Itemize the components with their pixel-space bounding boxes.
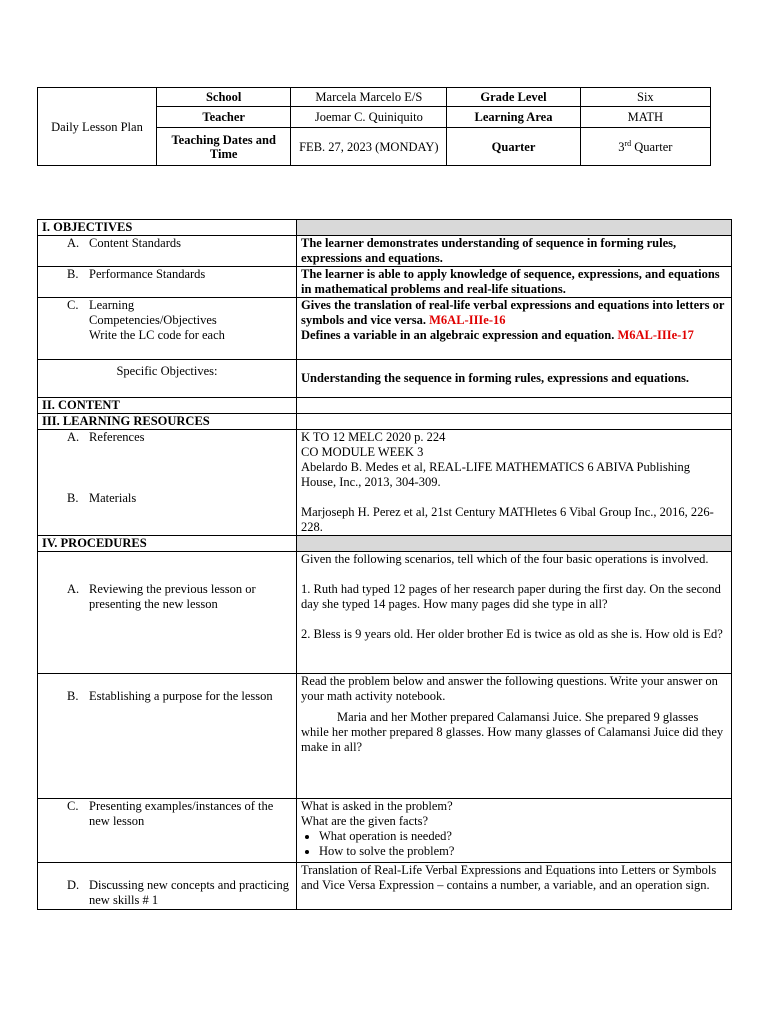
teaching-dates-label: Teaching Dates and Time bbox=[157, 128, 291, 166]
objectives-heading: I. OBJECTIVES bbox=[38, 220, 297, 236]
procedure-a-cell: A. Reviewing the previous lesson or presenting the new lesson bbox=[38, 552, 297, 674]
procedure-b-cell: B. Establishing a purpose for the lesson bbox=[38, 674, 297, 799]
procedure-b-value: Read the problem below and answer the following questions. Write your answer on your math activity notebook. Maria and her Mother prepared Calamansi Juice. She prepared 9 glasses while her mother prepared 8 glasses. How many glasses of Calamansi Juice did they make in all? bbox=[297, 674, 732, 799]
teaching-dates-value: FEB. 27, 2023 (MONDAY) bbox=[291, 128, 447, 166]
school-value: Marcela Marcelo E/S bbox=[291, 88, 447, 107]
quarter-value: 3rd Quarter bbox=[580, 128, 710, 166]
procedure-c-value: What is asked in the problem? What are the given facts? • What operation is needed? • How to solve the problem? bbox=[297, 799, 732, 863]
procedure-a-value: Given the following scenarios, tell which of the four basic operations is involved. 1. Ruth had typed 12 pages of her research paper during the first day. On the second day she typed 14 pages. How many pages did she type in all? 2. Bless is 9 years old. Her older brother Ed is twice as old as she is. How old is Ed? bbox=[297, 552, 732, 674]
resources-value: K TO 12 MELC 2020 p. 224 CO MODULE WEEK 3 Abelardo B. Medes et al, REAL-LIFE MATHEMATICS 6 ABIVA Publishing House, Inc., 2013, 304-309. Marjoseph H. Perez et al, 21st Century MATHletes 6 Vibal Group Inc., 2016, 226-228. bbox=[297, 430, 732, 536]
competencies-cell: C. Learning Competencies/Objectives Write the LC code for each bbox=[38, 298, 297, 360]
lc-code-16: M6AL-IIIe-16 bbox=[429, 313, 506, 327]
learning-area-value: MATH bbox=[580, 107, 710, 128]
lc-code-17: M6AL-IIIe-17 bbox=[617, 328, 694, 342]
procedure-d-cell: D. Discussing new concepts and practicing new skills # 1 bbox=[38, 863, 297, 910]
learning-resources-fill bbox=[297, 414, 732, 430]
bullet-item: • What operation is needed? bbox=[319, 829, 727, 844]
procedure-d-value: Translation of Real-Life Verbal Expressions and Equations into Letters or Symbols and Vice Versa Expression – contains a number, a variable, and an operation sign. bbox=[297, 863, 732, 910]
learning-resources-heading: III. LEARNING RESOURCES bbox=[38, 414, 297, 430]
grade-level-label: Grade Level bbox=[447, 88, 580, 107]
performance-standards-cell: B. Performance Standards bbox=[38, 267, 297, 298]
header-table bbox=[37, 87, 711, 166]
bullet-item: • How to solve the problem? bbox=[319, 844, 727, 859]
content-heading: II. CONTENT bbox=[38, 398, 297, 414]
content-standards-value: The learner demonstrates understanding of sequence in forming rules, expressions and equations. bbox=[297, 236, 732, 267]
content-value bbox=[297, 398, 732, 414]
teacher-value: Joemar C. Quiniquito bbox=[291, 107, 447, 128]
quarter-label: Quarter bbox=[447, 128, 580, 166]
procedure-c-cell: C. Presenting examples/instances of the new lesson bbox=[38, 799, 297, 863]
lesson-plan-table bbox=[37, 219, 732, 910]
competencies-value: Gives the translation of real-life verbal expressions and equations into letters or symbols and vice versa. M6AL-IIIe-16 Defines a variable in an algebraic expression and equation. M6AL-IIIe-17 bbox=[297, 298, 732, 360]
specific-objectives-label: Specific Objectives: bbox=[38, 360, 297, 398]
content-standards-cell: A. Content Standards bbox=[38, 236, 297, 267]
school-label: School bbox=[157, 88, 291, 107]
learning-area-label: Learning Area bbox=[447, 107, 580, 128]
objectives-heading-fill bbox=[297, 220, 732, 236]
specific-objectives-value: Understanding the sequence in forming rules, expressions and equations. bbox=[297, 360, 732, 398]
teacher-label: Teacher bbox=[157, 107, 291, 128]
procedures-heading-fill bbox=[297, 536, 732, 552]
procedures-heading: IV. PROCEDURES bbox=[38, 536, 297, 552]
daily-lesson-plan-label: Daily Lesson Plan bbox=[38, 88, 157, 166]
grade-level-value: Six bbox=[580, 88, 710, 107]
references-materials-cell: A. References B. Materials bbox=[38, 430, 297, 536]
performance-standards-value: The learner is able to apply knowledge of sequence, expressions, and equations in mathematical problems and real-life situations. bbox=[297, 267, 732, 298]
